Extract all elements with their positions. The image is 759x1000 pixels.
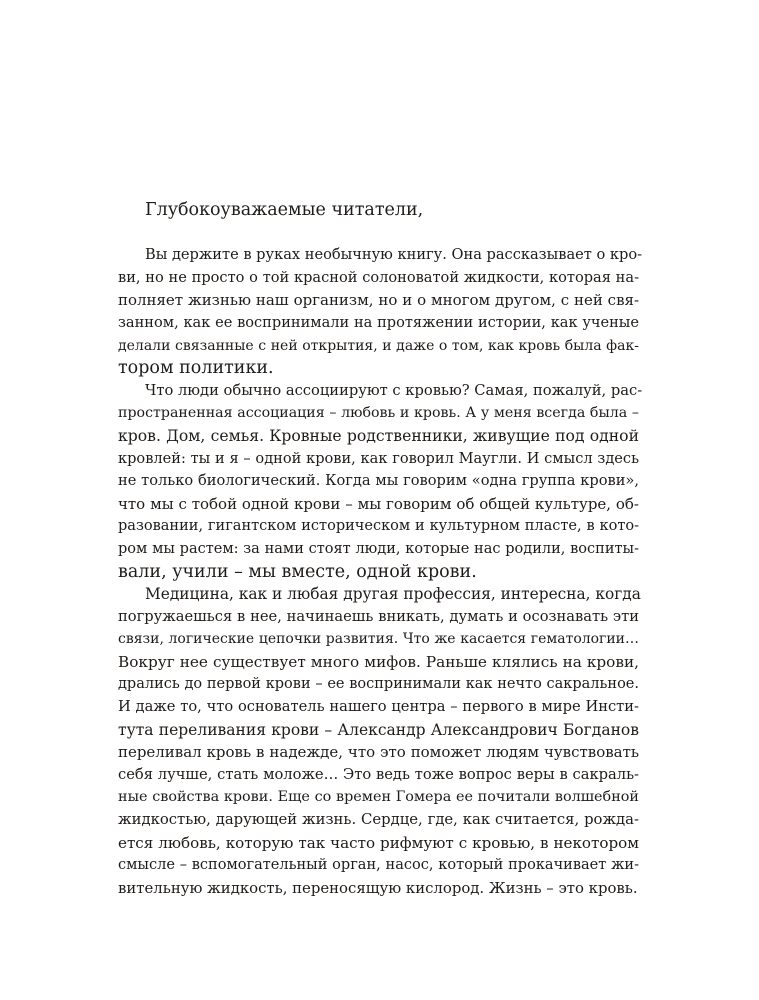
paragraph-3-line-5: дрались до первой крови – ее воспринимали как нечто сакральное. xyxy=(118,676,639,693)
paragraph-3-line-3: связи, логические цепочки развития. Что же касается гематологии… xyxy=(118,631,639,648)
paragraph-1-line-2: ви, но не просто о той красной солоноватой жидкости, которая на- xyxy=(118,268,639,286)
paragraph-3-line-9: себя лучше, стать моложе… Это ведь тоже вопрос веры в сакраль- xyxy=(118,765,639,783)
paragraph-3-line-11: жидкостью, дарующей жизнь. Сердце, где, как считается, рожда- xyxy=(118,811,639,829)
paragraph-1-line-1: Вы держите в руках необычную книгу. Она рассказывает о кро- xyxy=(145,246,643,264)
paragraph-3-line-4: Вокруг нее существует много мифов. Раньше клялись на крови, xyxy=(118,652,639,671)
paragraph-1-line-6: тором политики. xyxy=(118,358,274,379)
paragraph-2-line-8: ром мы растем: за нами стоят люди, которые нас родили, воспиты- xyxy=(118,540,639,557)
paragraph-1-line-5: делали связанные с ней открытия, и даже о том, как кровь была фак- xyxy=(118,337,639,354)
paragraph-1-line-4: занном, как ее воспринимали на протяжении истории, как ученые xyxy=(118,313,639,331)
paragraph-3-line-2: погружаешься в нее, начинаешь вникать, думать и осознавать эти xyxy=(118,607,639,625)
blank-line xyxy=(118,222,639,245)
paragraph-2-line-3: кров. Дом, семья. Кровные родственники, живущие под одной xyxy=(118,425,639,445)
paragraph-2-line-6: что мы с тобой одной крови – мы говорим об общей культуре, об- xyxy=(118,494,639,513)
paragraph-3-line-13: смысле – вспомогательный орган, насос, который прокачивает жи- xyxy=(118,857,639,874)
paragraph-2-line-1: Что люди обычно ассоциируют с кровью? Самая, пожалуй, рас- xyxy=(145,381,643,399)
paragraph-3-line-14: вительную жидкость, переносящую кислород. Жизнь – это кровь. xyxy=(118,878,638,897)
greeting: Глубокоуважаемые читатели, xyxy=(145,200,424,220)
paragraph-3-line-6: И даже то, что основатель нашего центра – первого в мире Инсти- xyxy=(118,698,639,716)
paragraph-3-line-7: тута переливания крови – Александр Александрович Богданов xyxy=(118,720,639,739)
paragraph-2-line-2: пространенная ассоциация – любовь и кровь. А у меня всегда была – xyxy=(118,405,639,422)
paragraph-2-line-4: кровлей: ты и я – одной крови, как говорил Маугли. И смысл здесь xyxy=(118,449,639,467)
paragraph-3-line-12: ется любовь, которую так часто рифмуют с кровью, в некотором xyxy=(118,833,639,852)
body-text xyxy=(118,199,643,899)
paragraph-2-line-7: разовании, гигантском историческом и культурном пласте, в кото- xyxy=(118,518,639,535)
paragraph-1-line-3: полняет жизнью наш организм, но и о многом другом, с ней свя- xyxy=(118,291,639,310)
paragraph-2-line-9: вали, учили – мы вместе, одной крови. xyxy=(118,561,477,582)
paragraph-3-line-1: Медицина, как и любая другая профессия, интересна, когда xyxy=(145,585,641,604)
paragraph-3-line-10: ные свойства крови. Еще со времен Гомера ее почитали волшебной xyxy=(118,789,639,806)
paragraph-3-line-8: переливал кровь в надежде, что это поможет людям чувствовать xyxy=(118,743,639,762)
paragraph-2-line-5: не только биологический. Когда мы говорим «одна группа крови», xyxy=(118,472,639,490)
